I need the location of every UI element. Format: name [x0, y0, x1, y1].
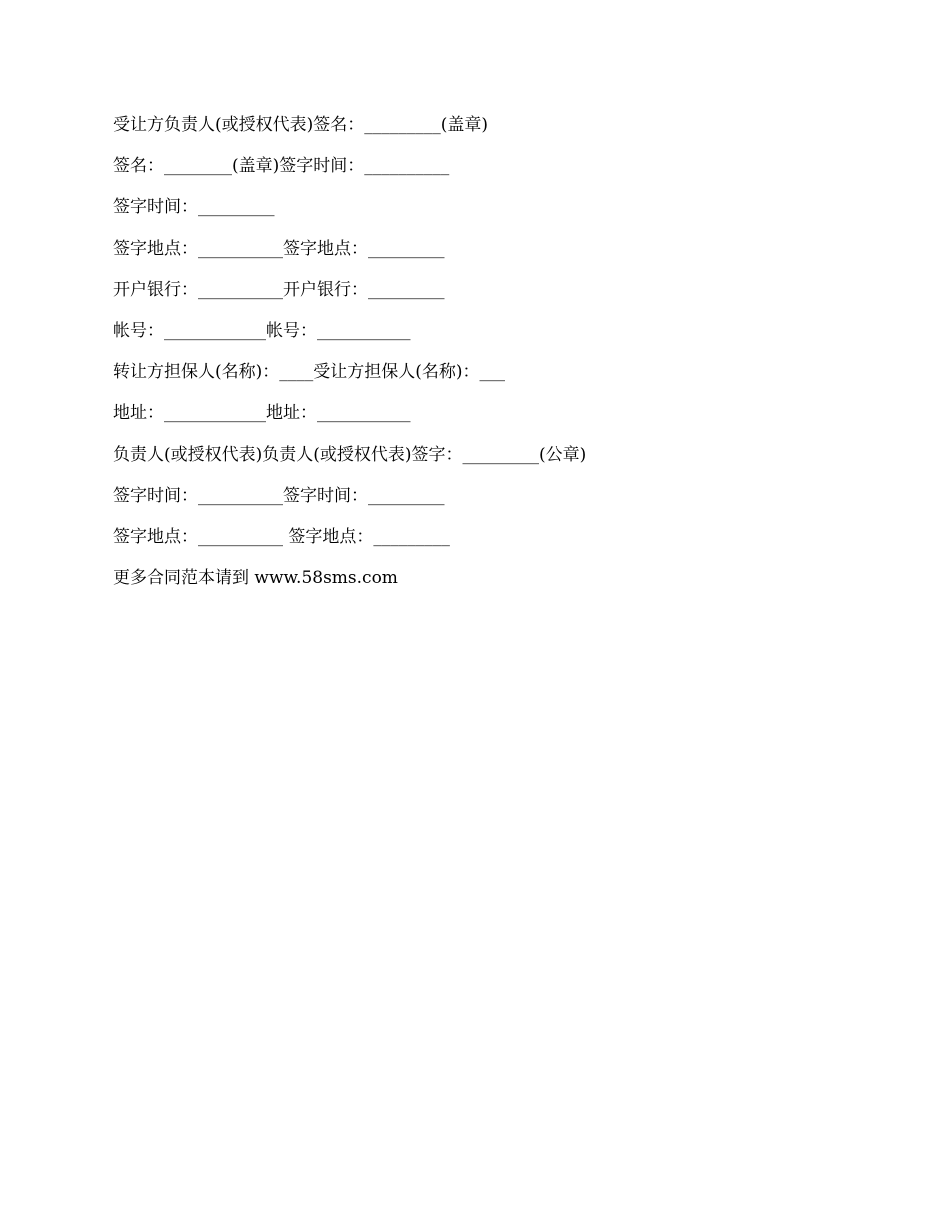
text-line: 签字地点：__________ 签字地点：_________ — [113, 526, 450, 547]
responsible-person-signature-line — [113, 440, 893, 481]
bank-line — [113, 275, 893, 316]
footer-website-line — [113, 563, 893, 604]
text-line: 受让方负责人(或授权代表)签名：_________(盖章) — [113, 115, 489, 135]
guarantor-line — [113, 357, 893, 398]
text-line: 更多合同范本请到 www.58sms.com — [113, 568, 398, 589]
text-line: 签字时间：_________ — [113, 197, 275, 218]
text-line: 转让方担保人(名称)：____受让方担保人(名称)：___ — [113, 362, 506, 383]
signing-time-line-2 — [113, 481, 893, 522]
text-line: 开户银行：__________开户银行：_________ — [113, 279, 445, 300]
account-line — [113, 316, 893, 357]
text-line: 签名：________(盖章)签字时间：__________ — [113, 156, 450, 177]
text-line: 地址：____________地址：___________ — [113, 403, 411, 424]
signature-section — [113, 110, 893, 604]
signing-place-line-2 — [113, 522, 893, 563]
signing-time-line — [113, 192, 893, 233]
text-line: 签字地点：__________签字地点：_________ — [113, 238, 445, 259]
text-line: 签字时间：__________签字时间：_________ — [113, 485, 445, 506]
text-line: 负责人(或授权代表)负责人(或授权代表)签字：_________(公章) — [113, 444, 587, 465]
signing-place-line — [113, 234, 893, 275]
signature-seal-line — [113, 151, 893, 192]
text-line: 帐号：____________帐号：___________ — [113, 320, 411, 341]
transferee-signature-line — [113, 110, 893, 151]
address-line — [113, 398, 893, 439]
